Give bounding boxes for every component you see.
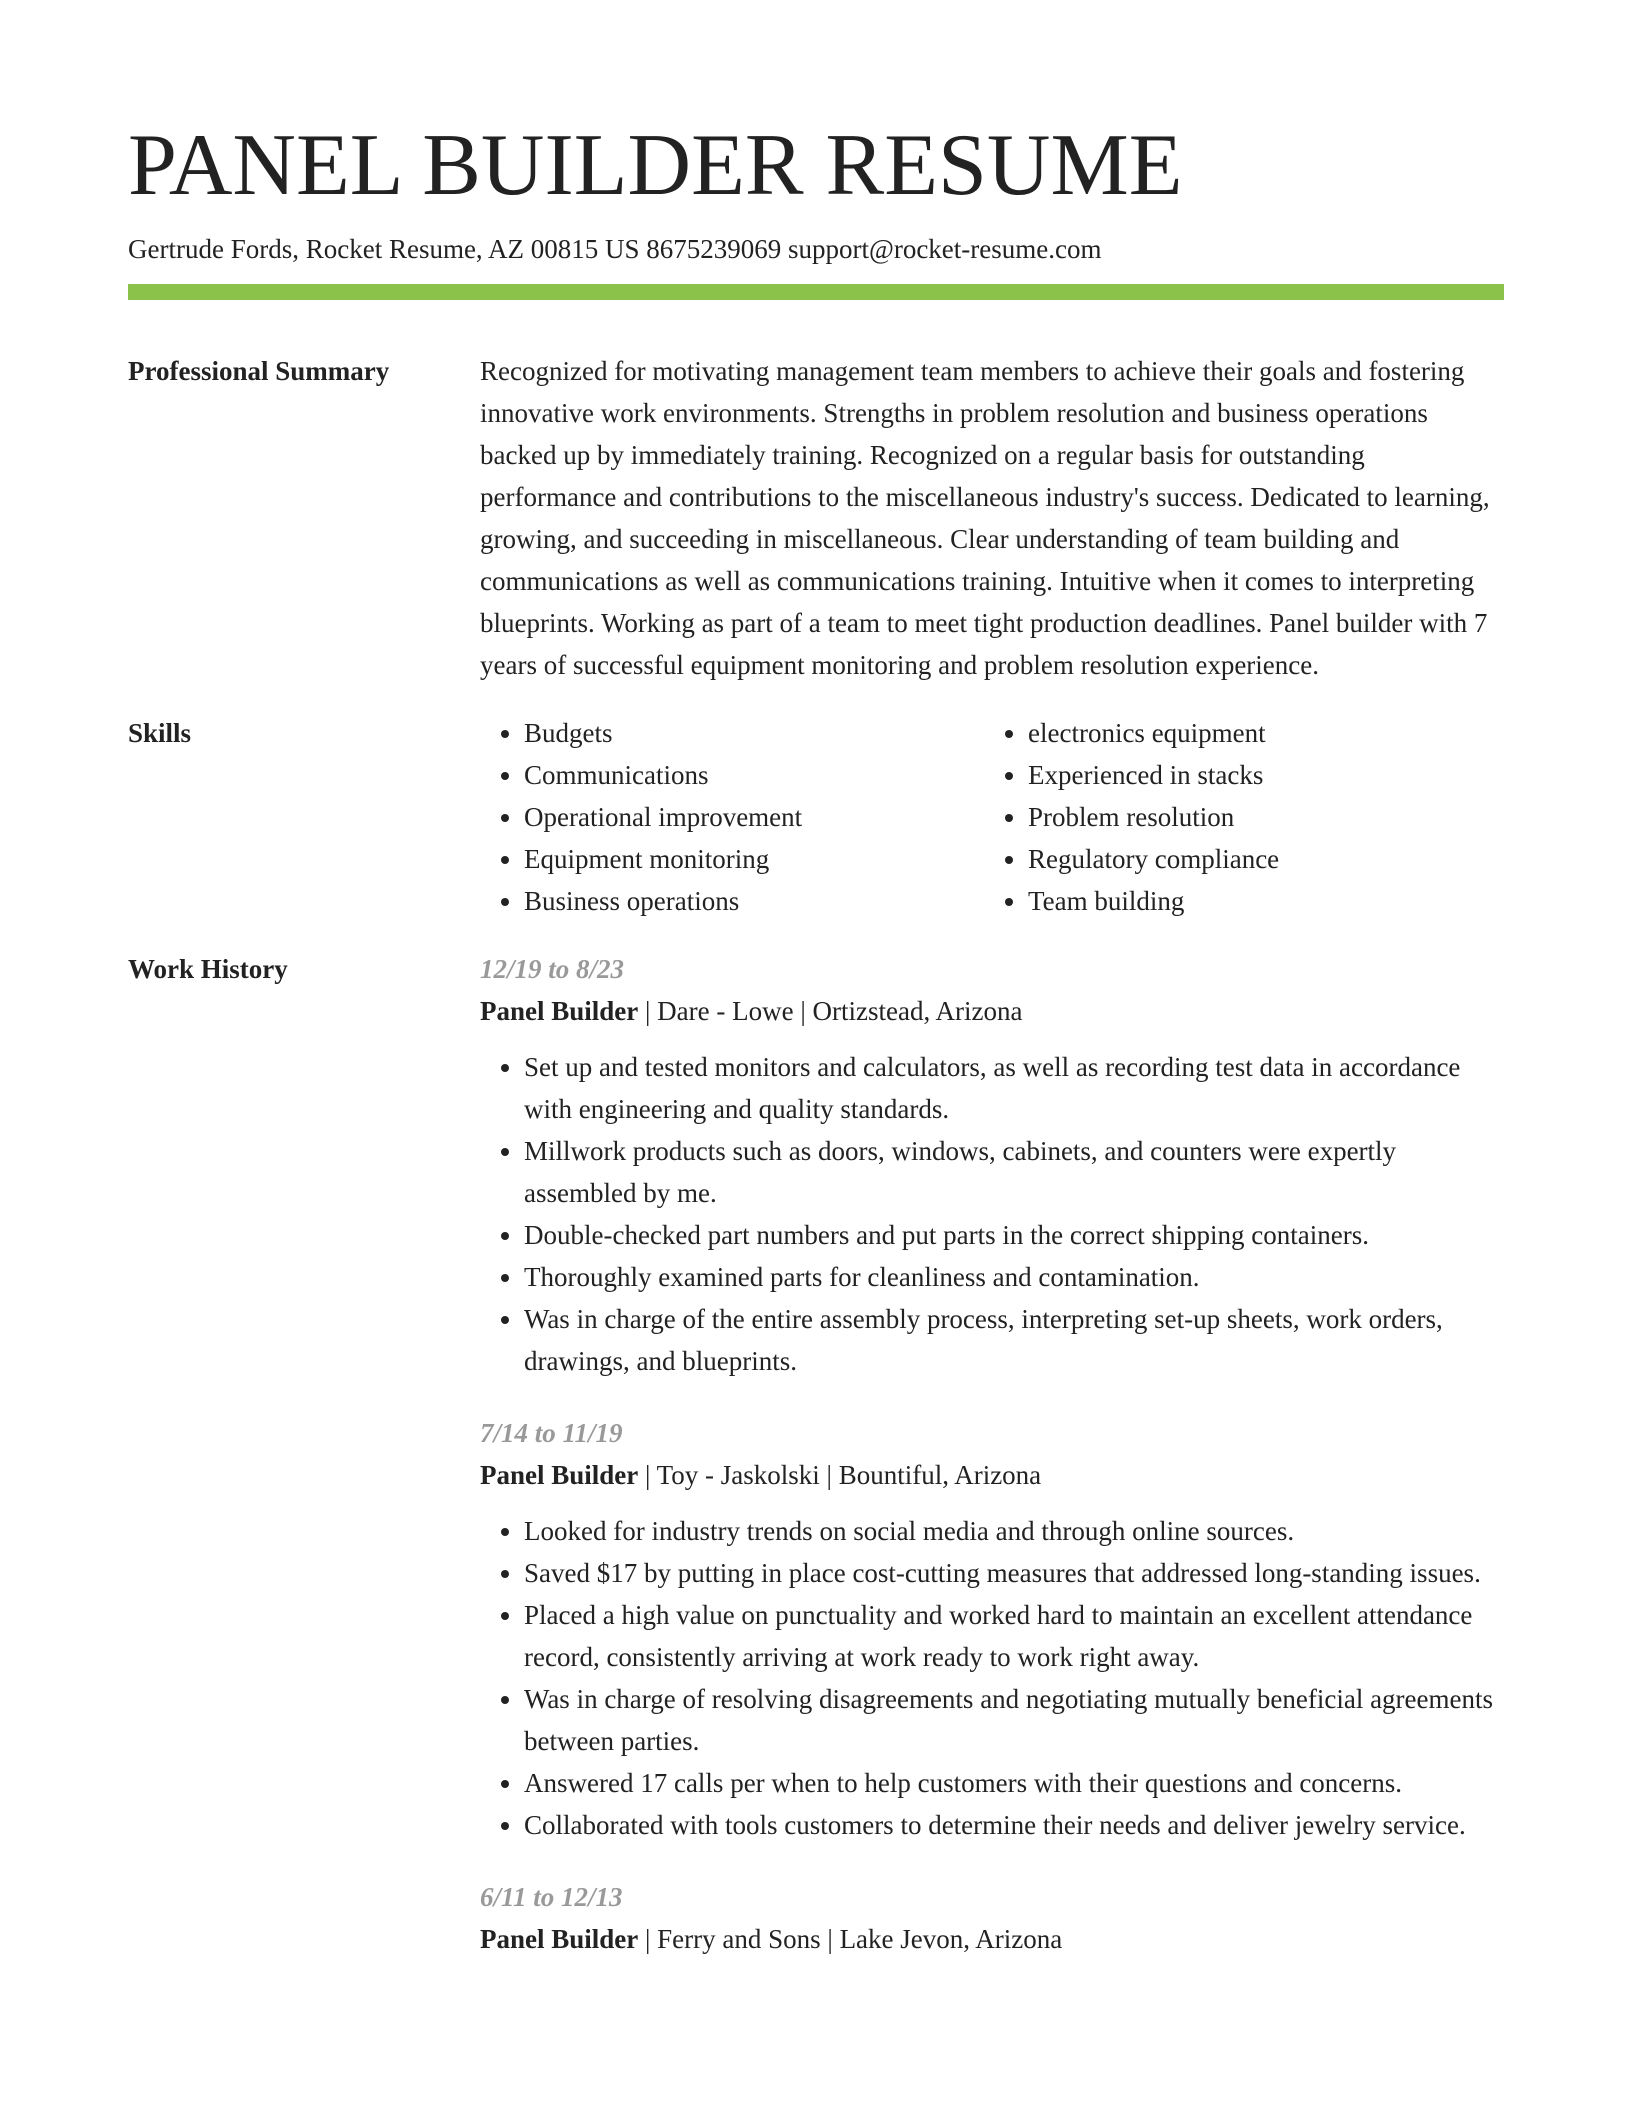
skill-item: • Team building: [1028, 880, 1488, 922]
job-bullet: • Looked for industry trends on social media and through online sources.: [524, 1510, 1504, 1552]
job-title: Panel Builder: [480, 1924, 639, 1954]
skill-item: • Problem resolution: [1028, 796, 1488, 838]
job-entry: [480, 1876, 1504, 1960]
job-bullet: • Set up and tested monitors and calculators, as well as recording test data in accordance with engineering and quality standards.: [524, 1046, 1504, 1130]
job-bullet: • Saved $17 by putting in place cost-cutting measures that addressed long-standing issues.: [524, 1552, 1504, 1594]
skill-item: • Equipment monitoring: [524, 838, 984, 880]
contact-company: Rocket Resume,: [305, 234, 483, 264]
job-bullet: • Answered 17 calls per when to help customers with their questions and concerns.: [524, 1762, 1504, 1804]
job-entry: [480, 948, 1504, 1382]
skill-item: • Business operations: [524, 880, 984, 922]
job-bullets: [480, 1510, 1504, 1846]
summary-text: Recognized for motivating management team members to achieve their goals and fostering innovative work environments. Strengths in problem resolution and business operations backed up by immediately training. Recognized on a regular basis for outstanding performance and contributions to the miscellaneous industry's success. Dedicated to learning, growing, and succeeding in miscellaneous. Clear understanding of team building and communications as well as communications training. Intuitive when it comes to interpreting blueprints. Working as part of a team to meet tight production deadlines. Panel builder with 7 years of successful equipment monitoring and problem resolution experience.: [480, 356, 1490, 680]
summary-heading: Professional Summary: [128, 356, 390, 386]
skill-item: • Communications: [524, 754, 984, 796]
job-bullet: • Was in charge of resolving disagreements and negotiating mutually beneficial agreements between parties.: [524, 1678, 1504, 1762]
job-bullets: [480, 1046, 1504, 1382]
skill-item: • Experienced in stacks: [1028, 754, 1488, 796]
summary-body: [480, 350, 1504, 686]
job-details: | Toy - Jaskolski | Bountiful, Arizona: [638, 1460, 1042, 1490]
job-bullet: • Placed a high value on punctuality and worked hard to maintain an excellent attendance record, consistently arriving at work ready to work right away.: [524, 1594, 1504, 1678]
job-title: Panel Builder: [480, 1460, 639, 1490]
work-history-body: [480, 948, 1504, 1990]
job-bullet: • Collaborated with tools customers to determine their needs and deliver jewelry service.: [524, 1804, 1504, 1846]
job-title: Panel Builder: [480, 996, 639, 1026]
skills-column-right: [984, 712, 1488, 922]
job-details: | Dare - Lowe | Ortizstead, Arizona: [638, 996, 1023, 1026]
contact-phone: 8675239069: [646, 234, 782, 264]
skill-item: • Operational improvement: [524, 796, 984, 838]
skill-item: • Budgets: [524, 712, 984, 754]
job-bullet: • Double-checked part numbers and put parts in the correct shipping containers.: [524, 1214, 1504, 1256]
job-dates: 12/19 to 8/23: [480, 954, 625, 984]
skills-section: [128, 712, 1504, 922]
job-title-line: [480, 1918, 1504, 1960]
resume-title: PANEL BUILDER RESUME: [128, 117, 1183, 214]
work-history-heading: Work History: [128, 954, 288, 984]
skill-item: • electronics equipment: [1028, 712, 1488, 754]
contact-line: [128, 232, 1102, 266]
header-accent-bar: [128, 284, 1504, 300]
job-title-line: [480, 990, 1504, 1032]
resume-sections: [128, 350, 1504, 2016]
summary-section: [128, 350, 1504, 686]
job-dates: 7/14 to 11/19: [480, 1418, 623, 1448]
job-bullet: • Was in charge of the entire assembly process, interpreting set-up sheets, work orders, drawings, and blueprints.: [524, 1298, 1504, 1382]
job-bullet: • Thoroughly examined parts for cleanliness and contamination.: [524, 1256, 1504, 1298]
skill-item: • Regulatory compliance: [1028, 838, 1488, 880]
contact-email: support@rocket-resume.com: [787, 234, 1102, 264]
skills-grid: [480, 712, 1504, 922]
job-bullet: • Millwork products such as doors, windows, cabinets, and counters were expertly assembled by me.: [524, 1130, 1504, 1214]
work-history-section: [128, 948, 1504, 1990]
job-dates: 6/11 to 12/13: [480, 1882, 623, 1912]
job-entry: [480, 1412, 1504, 1846]
contact-name: Gertrude Fords,: [128, 234, 299, 264]
job-details: | Ferry and Sons | Lake Jevon, Arizona: [638, 1924, 1063, 1954]
job-title-line: [480, 1454, 1504, 1496]
skills-column-left: [480, 712, 984, 922]
contact-location: AZ 00815 US: [487, 234, 640, 264]
skills-heading: Skills: [128, 718, 192, 748]
